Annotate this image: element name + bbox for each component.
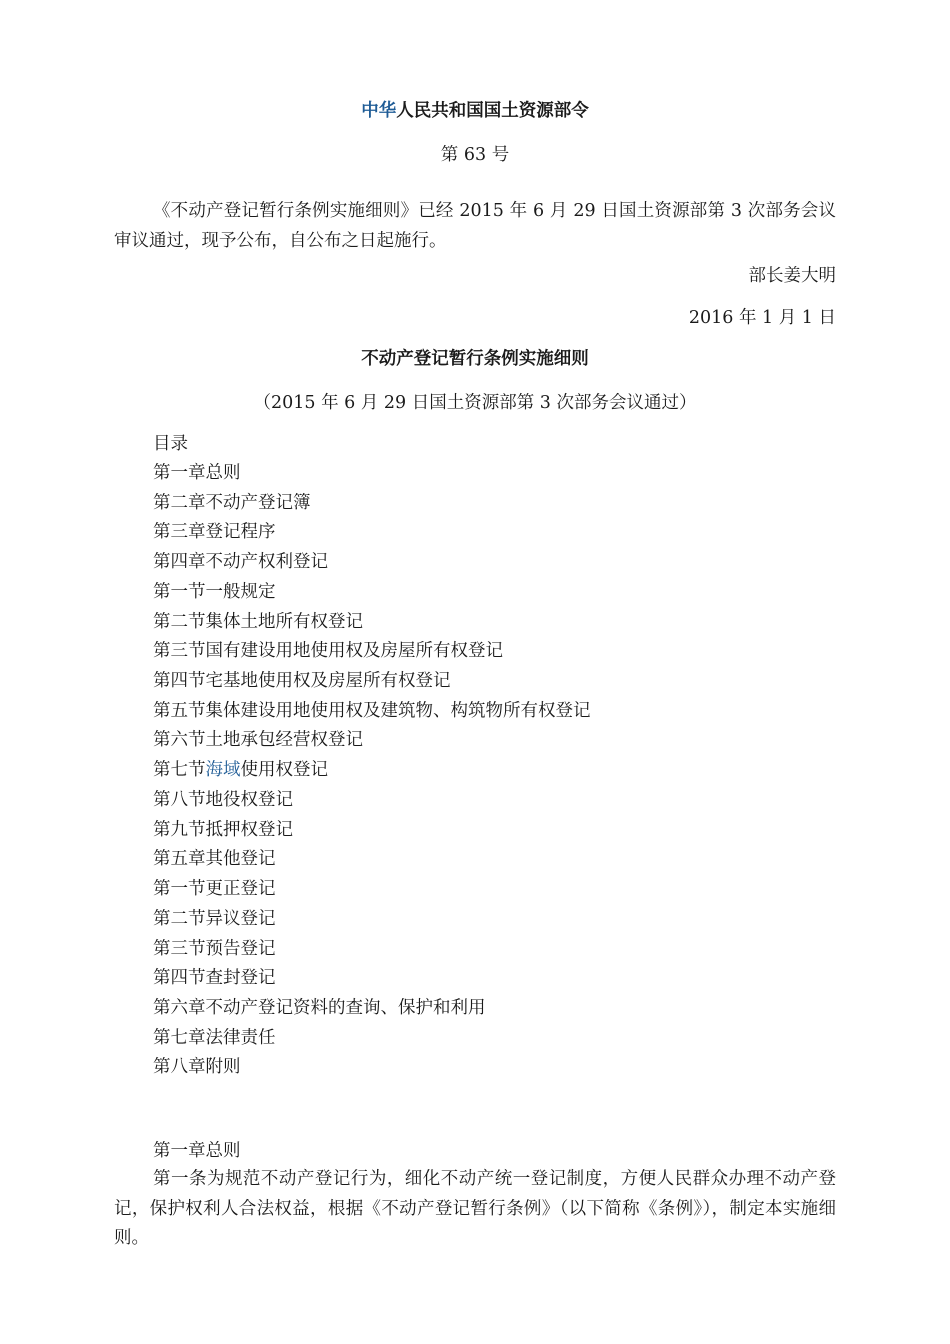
toc-item-prefix: 第七节	[153, 760, 206, 780]
document-subtitle: （2015 年 6 月 29 日国土资源部第 3 次部务会议通过）	[253, 393, 697, 413]
signature: 部长姜大明	[748, 266, 836, 286]
toc-item: 第一节更正登记	[153, 879, 276, 900]
toc-item: 第二节异议登记	[153, 908, 276, 929]
issue-date: 2016 年 1 月 1 日	[688, 308, 836, 328]
decree-number: 第 63 号	[440, 145, 510, 165]
toc-item-suffix: 使用权登记	[240, 760, 328, 780]
toc-heading: 目录	[153, 434, 188, 454]
title-link[interactable]: 中华	[361, 101, 397, 121]
toc-item: 第三章登记程序	[153, 522, 276, 543]
toc-item: 第二节集体土地所有权登记	[153, 611, 363, 632]
toc-item: 第五章其他登记	[153, 849, 276, 870]
toc-item: 第二章不动产登记簿	[153, 492, 311, 513]
toc-item: 第八章附则	[153, 1057, 241, 1078]
decree-title	[0, 99, 950, 123]
title-text: 人民共和国国土资源部令	[396, 101, 589, 121]
toc-item-link[interactable]: 海域	[205, 760, 241, 780]
announcement-paragraph: 《不动产登记暂行条例实施细则》已经 2015 年 6 月 29 日国土资源部第 3 次部务会议审议通过，现予公布，自公布之日起施行。	[114, 201, 836, 251]
toc-item: 第八节地役权登记	[153, 790, 293, 810]
toc-item: 第四节查封登记	[153, 968, 276, 989]
toc-item: 第六章不动产登记资料的查询、保护和利用	[153, 997, 486, 1018]
chapter-heading: 第一章总则	[153, 1141, 241, 1161]
toc-item: 第四节宅基地使用权及房屋所有权登记	[153, 670, 451, 691]
toc-item: 第三节预告登记	[153, 938, 276, 959]
toc-item: 第四章不动产权利登记	[153, 552, 328, 573]
toc-item: 第一章总则	[153, 463, 241, 483]
document-title: 不动产登记暂行条例实施细则	[361, 349, 589, 369]
article-paragraph: 第一条为规范不动产登记行为，细化不动产统一登记制度，方便人民群众办理不动产登记，保护权利人合法权益，根据《不动产登记暂行条例》（以下简称《条例》），制定本实施细则。	[114, 1169, 836, 1248]
toc-item: 第三节国有建设用地使用权及房屋所有权登记	[153, 641, 503, 662]
toc-item: 第六节土地承包经营权登记	[153, 730, 363, 751]
toc-item	[153, 758, 328, 782]
toc-item: 第五节集体建设用地使用权及建筑物、构筑物所有权登记	[153, 700, 591, 721]
toc-item: 第一节一般规定	[153, 581, 276, 602]
toc-item: 第七章法律责任	[153, 1027, 276, 1048]
toc-item: 第九节抵押权登记	[153, 819, 293, 840]
